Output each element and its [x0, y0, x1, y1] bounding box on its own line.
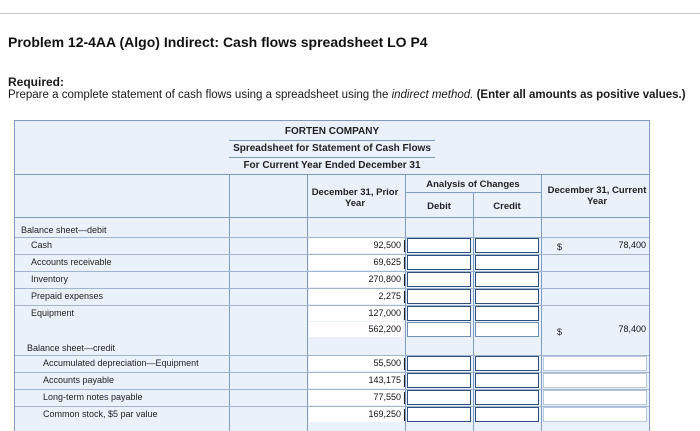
text-caret	[404, 308, 405, 320]
debit-input[interactable]	[407, 255, 471, 270]
row-label: Inventory	[31, 274, 69, 284]
prior-year-value: 69,625	[309, 255, 403, 270]
current-year-value: 78,400	[618, 240, 646, 250]
prior-year-value: 270,800	[309, 272, 403, 287]
prior-year-value: 143,175	[309, 373, 403, 388]
credit-input[interactable]	[475, 238, 539, 253]
debit-input[interactable]	[407, 373, 471, 388]
current-year-input[interactable]	[543, 407, 647, 422]
prior-year-value: 92,500	[309, 238, 403, 253]
debit-input[interactable]	[407, 356, 471, 371]
credit-input[interactable]	[475, 272, 539, 287]
credit-input[interactable]	[475, 306, 539, 321]
problem-title: Problem 12-4AA (Algo) Indirect: Cash flows spreadsheet LO P4	[8, 34, 428, 50]
row-label: Accounts payable	[43, 375, 115, 385]
credit-input[interactable]	[475, 373, 539, 388]
section-balance-sheet-debit: Balance sheet—debit	[21, 225, 107, 235]
text-caret	[404, 291, 405, 303]
current-year-value	[542, 255, 648, 270]
prior-year-value: 77,550	[309, 390, 403, 405]
debit-total-prior: 562,200	[309, 322, 403, 337]
col-credit: Credit	[493, 201, 521, 212]
top-rule	[0, 0, 700, 14]
text-caret	[404, 240, 405, 252]
debit-input[interactable]	[407, 407, 471, 422]
debit-input[interactable]	[407, 390, 471, 405]
text-caret	[404, 274, 405, 286]
current-year-input[interactable]	[543, 390, 647, 405]
credit-input[interactable]	[475, 390, 539, 405]
text-caret	[404, 358, 405, 370]
company-name: FORTEN COMPANY	[284, 126, 380, 137]
section-balance-sheet-credit: Balance sheet—credit	[27, 343, 116, 353]
sheet-period: For Current Year Ended December 31	[243, 160, 421, 171]
debit-input[interactable]	[407, 306, 471, 321]
text-caret	[404, 375, 405, 387]
debit-total-current: 78,400	[618, 324, 646, 334]
dollar-sign: $	[557, 242, 563, 252]
sheet-subtitle: Spreadsheet for Statement of Cash Flows	[233, 143, 431, 154]
row-label: Accounts receivable	[31, 257, 112, 267]
credit-input[interactable]	[475, 407, 539, 422]
row-label: Prepaid expenses	[31, 291, 104, 301]
credit-input[interactable]	[475, 356, 539, 371]
debit-total-debit-input[interactable]	[407, 322, 471, 337]
credit-input[interactable]	[475, 255, 539, 270]
row-label: Equipment	[31, 308, 75, 318]
required-label: Required:	[8, 75, 65, 89]
row-label: Cash	[31, 240, 53, 250]
current-year-input[interactable]	[543, 356, 647, 371]
prior-year-value: 2,275	[309, 289, 403, 304]
credit-input[interactable]	[475, 289, 539, 304]
prior-year-value: 55,500	[309, 356, 403, 371]
current-year-value	[542, 272, 648, 287]
current-year-value	[542, 289, 648, 304]
row-label: Accumulated depreciation—Equipment	[43, 358, 199, 368]
text-caret	[404, 257, 405, 269]
row-label: Long-term notes payable	[43, 392, 143, 402]
required-instructions: Prepare a complete statement of cash flows using a spreadsheet using the indirect method. (Enter all amounts as positive values.)	[8, 89, 686, 101]
prior-year-value: 169,250	[309, 407, 403, 422]
dollar-sign: $	[557, 327, 563, 337]
debit-input[interactable]	[407, 238, 471, 253]
text-caret	[404, 409, 405, 421]
col-prior-year: December 31, Prior Year	[311, 187, 399, 209]
current-year-input[interactable]	[543, 373, 647, 388]
debit-input[interactable]	[407, 272, 471, 287]
row-label: Common stock, $5 par value	[43, 409, 158, 419]
col-debit: Debit	[427, 201, 451, 212]
text-caret	[404, 392, 405, 404]
col-analysis-of-changes: Analysis of Changes	[426, 179, 520, 190]
debit-total-credit-input[interactable]	[475, 322, 539, 337]
col-current-year: December 31, Current Year	[547, 185, 647, 207]
debit-input[interactable]	[407, 289, 471, 304]
prior-year-value: 127,000	[309, 306, 403, 321]
current-year-value	[542, 306, 648, 321]
cash-flow-spreadsheet	[14, 120, 650, 431]
